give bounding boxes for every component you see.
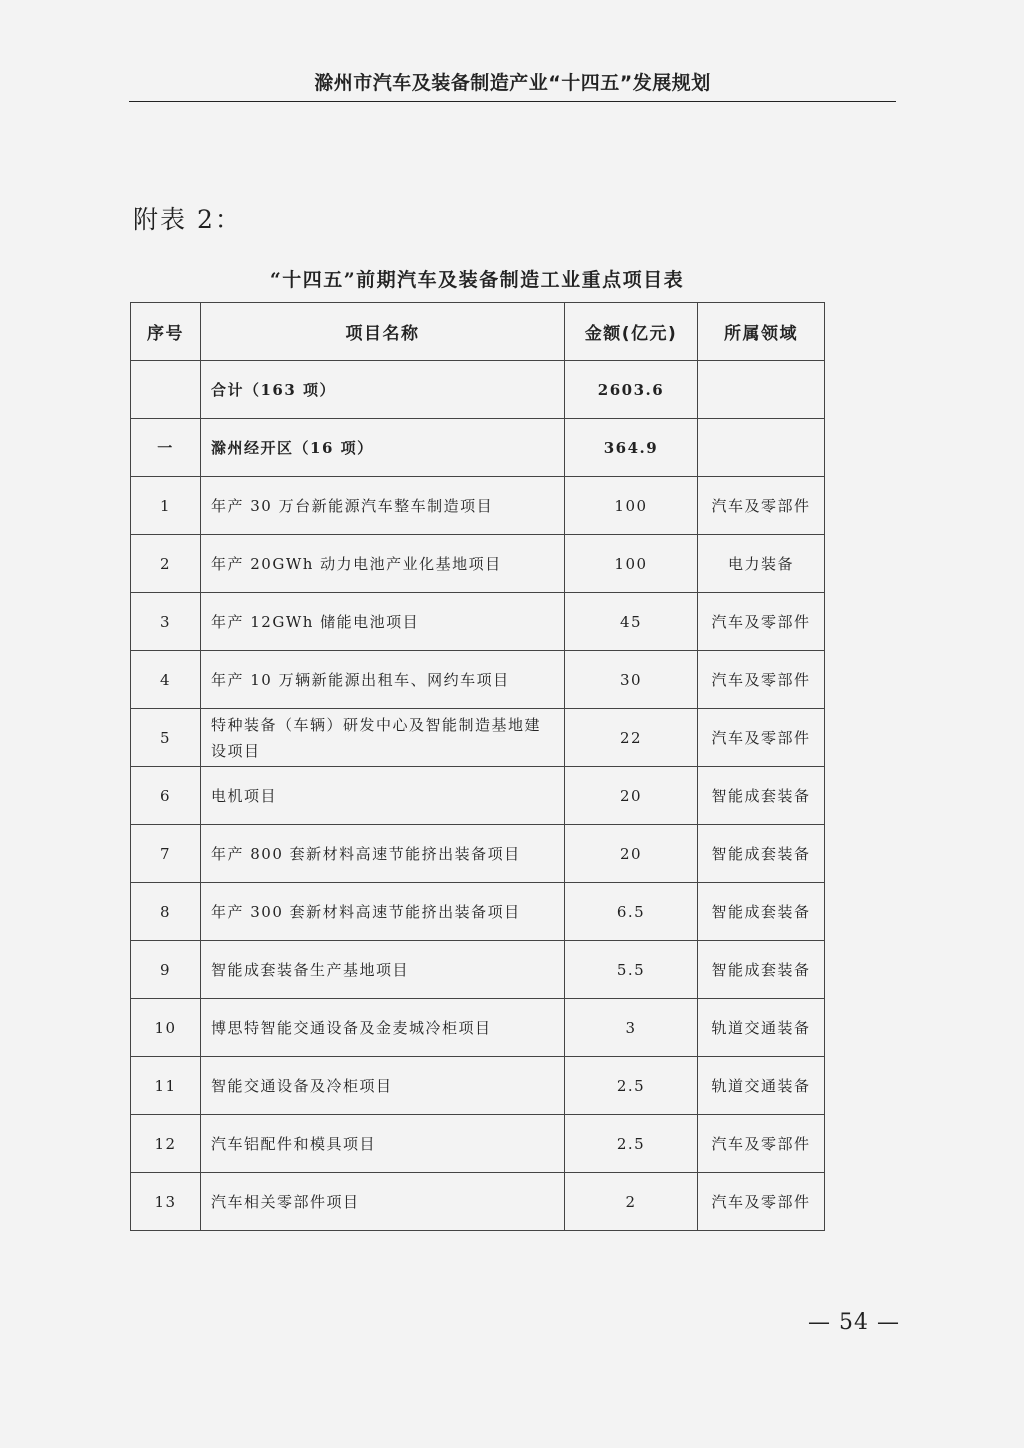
- cell-amount: 30: [565, 651, 698, 709]
- column-header-project-name: 项目名称: [201, 303, 565, 361]
- table-title: “十四五”前期汽车及装备制造工业重点项目表: [269, 269, 685, 291]
- cell-index: 7: [131, 825, 201, 883]
- projects-table: [130, 302, 825, 1231]
- cell-project-name: 年产 30 万台新能源汽车整车制造项目: [201, 477, 565, 535]
- cell-amount: 2.5: [565, 1115, 698, 1173]
- cell-index: 8: [131, 883, 201, 941]
- cell-amount: 6.5: [565, 883, 698, 941]
- cell-project-name: 智能交通设备及冷柜项目: [201, 1057, 565, 1115]
- cell-amount: 100: [565, 477, 698, 535]
- table-row: [131, 1057, 825, 1115]
- cell-index: 9: [131, 941, 201, 999]
- table-row: [131, 535, 825, 593]
- table-row: [131, 1115, 825, 1173]
- table-row: [131, 825, 825, 883]
- cell-field: 汽车及零部件: [698, 1115, 825, 1173]
- cell-project-name: 滁州经开区（16 项）: [201, 419, 565, 477]
- cell-amount: 364.9: [565, 419, 698, 477]
- table-row: [131, 941, 825, 999]
- cell-field: [698, 419, 825, 477]
- cell-index: 6: [131, 767, 201, 825]
- cell-project-name: 博思特智能交通设备及金麦城冷柜项目: [201, 999, 565, 1057]
- table-row: [131, 477, 825, 535]
- table-row: [131, 999, 825, 1057]
- cell-project-name: 特种装备（车辆）研发中心及智能制造基地建设项目: [201, 709, 565, 767]
- column-header-field: 所属领域: [698, 303, 825, 361]
- cell-amount: 100: [565, 535, 698, 593]
- column-header-amount: 金额(亿元): [565, 303, 698, 361]
- cell-field: 智能成套装备: [698, 825, 825, 883]
- table-row: [131, 883, 825, 941]
- cell-index: [131, 361, 201, 419]
- table-row: [131, 1173, 825, 1231]
- cell-amount: 45: [565, 593, 698, 651]
- cell-index: 1: [131, 477, 201, 535]
- table-row: [131, 651, 825, 709]
- cell-index: 4: [131, 651, 201, 709]
- cell-field: 汽车及零部件: [698, 709, 825, 767]
- cell-field: 轨道交通装备: [698, 1057, 825, 1115]
- table-row: [131, 419, 825, 477]
- cell-project-name: 年产 20GWh 动力电池产业化基地项目: [201, 535, 565, 593]
- cell-project-name: 年产 300 套新材料高速节能挤出装备项目: [201, 883, 565, 941]
- table-header-row: [131, 303, 825, 361]
- cell-field: 智能成套装备: [698, 941, 825, 999]
- cell-project-name: 合计（163 项）: [201, 361, 565, 419]
- table-row: [131, 361, 825, 419]
- cell-field: 电力装备: [698, 535, 825, 593]
- cell-project-name: 年产 10 万辆新能源出租车、网约车项目: [201, 651, 565, 709]
- page-number: — 54 —: [808, 1310, 900, 1335]
- cell-amount: 22: [565, 709, 698, 767]
- cell-project-name: 年产 800 套新材料高速节能挤出装备项目: [201, 825, 565, 883]
- table-row: [131, 593, 825, 651]
- column-header-index: 序号: [131, 303, 201, 361]
- table-body: [131, 361, 825, 1231]
- cell-index: 13: [131, 1173, 201, 1231]
- cell-field: 汽车及零部件: [698, 593, 825, 651]
- cell-index: 3: [131, 593, 201, 651]
- table-row: [131, 767, 825, 825]
- cell-amount: 20: [565, 767, 698, 825]
- page-header-title: 滁州市汽车及装备制造产业“十四五”发展规划: [314, 72, 711, 94]
- cell-project-name: 年产 12GWh 储能电池项目: [201, 593, 565, 651]
- cell-project-name: 智能成套装备生产基地项目: [201, 941, 565, 999]
- cell-index: 一: [131, 419, 201, 477]
- cell-index: 12: [131, 1115, 201, 1173]
- cell-amount: 2.5: [565, 1057, 698, 1115]
- table-row: [131, 709, 825, 767]
- cell-index: 2: [131, 535, 201, 593]
- cell-index: 5: [131, 709, 201, 767]
- cell-field: 汽车及零部件: [698, 1173, 825, 1231]
- cell-field: 汽车及零部件: [698, 651, 825, 709]
- cell-project-name: 汽车铝配件和模具项目: [201, 1115, 565, 1173]
- cell-field: 轨道交通装备: [698, 999, 825, 1057]
- cell-amount: 2: [565, 1173, 698, 1231]
- cell-project-name: 电机项目: [201, 767, 565, 825]
- cell-amount: 2603.6: [565, 361, 698, 419]
- cell-amount: 20: [565, 825, 698, 883]
- cell-field: 智能成套装备: [698, 767, 825, 825]
- header-divider: [129, 101, 896, 102]
- cell-field: 智能成套装备: [698, 883, 825, 941]
- cell-amount: 3: [565, 999, 698, 1057]
- cell-field: 汽车及零部件: [698, 477, 825, 535]
- cell-amount: 5.5: [565, 941, 698, 999]
- appendix-label: 附表 2：: [133, 205, 242, 234]
- cell-index: 11: [131, 1057, 201, 1115]
- cell-project-name: 汽车相关零部件项目: [201, 1173, 565, 1231]
- cell-index: 10: [131, 999, 201, 1057]
- cell-field: [698, 361, 825, 419]
